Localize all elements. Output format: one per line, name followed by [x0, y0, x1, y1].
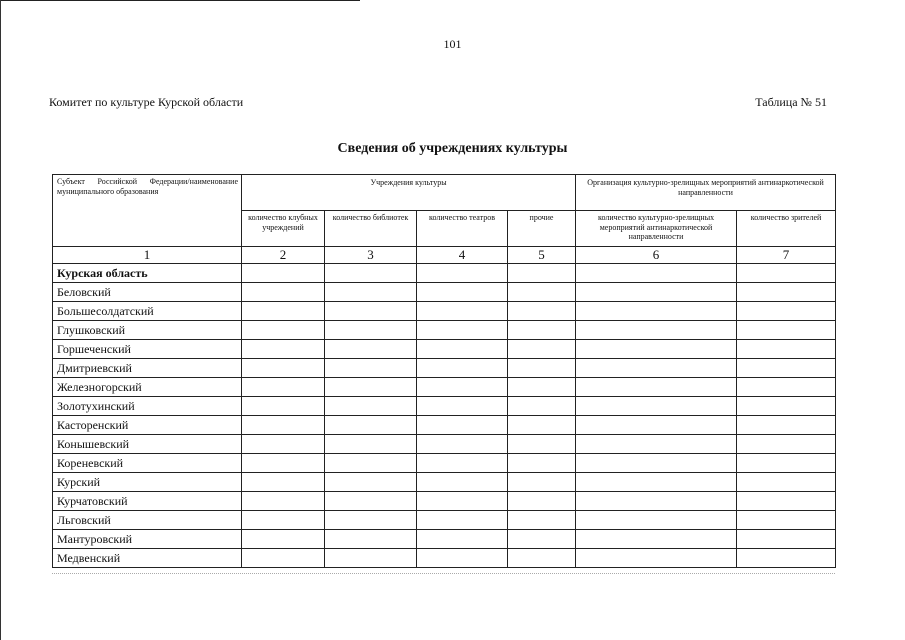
district-label: Горшеченский	[53, 340, 242, 359]
header-row-groups	[53, 175, 836, 211]
empty-value-cell	[576, 473, 737, 492]
empty-value-cell	[508, 264, 576, 283]
empty-value-cell	[737, 302, 836, 321]
column-header-spectators: количество зрителей	[737, 211, 836, 247]
column-header-events: количество культурно-зрелищных мероприятий антинаркотической направленности	[576, 211, 737, 247]
empty-value-cell	[508, 378, 576, 397]
scan-bottom-marks	[52, 573, 835, 576]
table-row	[53, 511, 836, 530]
empty-value-cell	[737, 492, 836, 511]
district-label: Конышевский	[53, 435, 242, 454]
empty-value-cell	[325, 340, 417, 359]
empty-value-cell	[508, 359, 576, 378]
empty-value-cell	[576, 492, 737, 511]
empty-value-cell	[508, 511, 576, 530]
empty-value-cell	[737, 321, 836, 340]
district-label: Золотухинский	[53, 397, 242, 416]
table-row	[53, 492, 836, 511]
empty-value-cell	[417, 549, 508, 568]
page-number: 101	[443, 37, 462, 51]
empty-value-cell	[576, 549, 737, 568]
culture-institutions-table	[52, 174, 836, 568]
column-number: 4	[417, 247, 508, 264]
empty-value-cell	[737, 473, 836, 492]
table-row	[53, 454, 836, 473]
table-number: Таблица № 51	[755, 95, 827, 109]
empty-value-cell	[242, 283, 325, 302]
organization-name: Комитет по культуре Курской области	[49, 95, 244, 109]
empty-value-cell	[508, 283, 576, 302]
empty-value-cell	[325, 264, 417, 283]
empty-value-cell	[242, 511, 325, 530]
empty-value-cell	[325, 492, 417, 511]
empty-value-cell	[325, 283, 417, 302]
table-row	[53, 283, 836, 302]
empty-value-cell	[325, 302, 417, 321]
empty-value-cell	[508, 492, 576, 511]
anti-drug-events-group-header: Организация культурно-зрелищных мероприятий антинаркотической направленности	[576, 175, 836, 211]
empty-value-cell	[325, 321, 417, 340]
table-row	[53, 416, 836, 435]
column-number-row	[53, 247, 836, 264]
empty-value-cell	[417, 321, 508, 340]
scan-top-rule	[0, 0, 360, 1]
district-label: Глушковский	[53, 321, 242, 340]
column-header-other: прочие	[508, 211, 576, 247]
empty-value-cell	[737, 416, 836, 435]
empty-value-cell	[325, 416, 417, 435]
empty-value-cell	[508, 340, 576, 359]
table-row	[53, 473, 836, 492]
table-row	[53, 340, 836, 359]
subject-column-header: Субъект Российской Федерации/наименование муниципального образования	[53, 175, 242, 247]
empty-value-cell	[737, 283, 836, 302]
empty-value-cell	[242, 302, 325, 321]
district-label: Кореневский	[53, 454, 242, 473]
empty-value-cell	[576, 435, 737, 454]
empty-value-cell	[242, 416, 325, 435]
empty-value-cell	[508, 435, 576, 454]
empty-value-cell	[417, 340, 508, 359]
empty-value-cell	[737, 378, 836, 397]
empty-value-cell	[417, 473, 508, 492]
empty-value-cell	[508, 473, 576, 492]
empty-value-cell	[242, 321, 325, 340]
empty-value-cell	[417, 283, 508, 302]
empty-value-cell	[325, 473, 417, 492]
empty-value-cell	[325, 511, 417, 530]
empty-value-cell	[242, 473, 325, 492]
empty-value-cell	[242, 492, 325, 511]
empty-value-cell	[737, 359, 836, 378]
empty-value-cell	[576, 302, 737, 321]
empty-value-cell	[576, 378, 737, 397]
empty-value-cell	[737, 511, 836, 530]
empty-value-cell	[417, 378, 508, 397]
empty-value-cell	[576, 416, 737, 435]
empty-value-cell	[417, 492, 508, 511]
empty-value-cell	[576, 340, 737, 359]
empty-value-cell	[242, 435, 325, 454]
column-header-clubs: количество клубных учреждений	[242, 211, 325, 247]
empty-value-cell	[242, 454, 325, 473]
empty-value-cell	[417, 511, 508, 530]
empty-value-cell	[576, 530, 737, 549]
empty-value-cell	[737, 530, 836, 549]
table-row	[53, 378, 836, 397]
empty-value-cell	[508, 454, 576, 473]
region-total-label: Курская область	[53, 264, 242, 283]
empty-value-cell	[325, 549, 417, 568]
empty-value-cell	[242, 359, 325, 378]
empty-value-cell	[417, 359, 508, 378]
empty-value-cell	[737, 549, 836, 568]
document-title: Сведения об учреждениях культуры	[337, 141, 568, 156]
column-number: 7	[737, 247, 836, 264]
empty-value-cell	[508, 397, 576, 416]
column-number: 5	[508, 247, 576, 264]
empty-value-cell	[508, 530, 576, 549]
table-row	[53, 530, 836, 549]
empty-value-cell	[576, 511, 737, 530]
empty-value-cell	[737, 264, 836, 283]
empty-value-cell	[325, 454, 417, 473]
district-label: Касторенский	[53, 416, 242, 435]
empty-value-cell	[737, 454, 836, 473]
column-number: 2	[242, 247, 325, 264]
empty-value-cell	[737, 397, 836, 416]
empty-value-cell	[576, 283, 737, 302]
empty-value-cell	[417, 397, 508, 416]
empty-value-cell	[242, 340, 325, 359]
table-row	[53, 549, 836, 568]
district-label: Льговский	[53, 511, 242, 530]
column-number: 1	[53, 247, 242, 264]
empty-value-cell	[325, 378, 417, 397]
empty-value-cell	[325, 359, 417, 378]
table-row	[53, 321, 836, 340]
table-row	[53, 264, 836, 283]
table-body	[53, 264, 836, 568]
column-header-libraries: количество библиотек	[325, 211, 417, 247]
empty-value-cell	[508, 302, 576, 321]
table-row	[53, 302, 836, 321]
empty-value-cell	[576, 397, 737, 416]
district-label: Медвенский	[53, 549, 242, 568]
culture-institutions-group-header: Учреждения культуры	[242, 175, 576, 211]
empty-value-cell	[325, 435, 417, 454]
empty-value-cell	[508, 321, 576, 340]
district-label: Большесолдатский	[53, 302, 242, 321]
district-label: Курчатовский	[53, 492, 242, 511]
empty-value-cell	[576, 454, 737, 473]
empty-value-cell	[508, 416, 576, 435]
empty-value-cell	[242, 397, 325, 416]
table-row	[53, 435, 836, 454]
column-number: 3	[325, 247, 417, 264]
empty-value-cell	[417, 264, 508, 283]
empty-value-cell	[325, 397, 417, 416]
empty-value-cell	[417, 302, 508, 321]
district-label: Железногорский	[53, 378, 242, 397]
empty-value-cell	[417, 435, 508, 454]
column-number: 6	[576, 247, 737, 264]
empty-value-cell	[508, 549, 576, 568]
table-row	[53, 359, 836, 378]
empty-value-cell	[417, 530, 508, 549]
scan-left-edge	[0, 0, 1, 640]
table-row	[53, 397, 836, 416]
empty-value-cell	[242, 378, 325, 397]
empty-value-cell	[576, 264, 737, 283]
empty-value-cell	[417, 454, 508, 473]
empty-value-cell	[242, 264, 325, 283]
empty-value-cell	[417, 416, 508, 435]
empty-value-cell	[576, 321, 737, 340]
district-label: Дмитриевский	[53, 359, 242, 378]
district-label: Мантуровский	[53, 530, 242, 549]
empty-value-cell	[242, 549, 325, 568]
empty-value-cell	[737, 435, 836, 454]
district-label: Беловский	[53, 283, 242, 302]
empty-value-cell	[242, 530, 325, 549]
empty-value-cell	[737, 340, 836, 359]
district-label: Курский	[53, 473, 242, 492]
empty-value-cell	[576, 359, 737, 378]
column-header-theaters: количество театров	[417, 211, 508, 247]
empty-value-cell	[325, 530, 417, 549]
